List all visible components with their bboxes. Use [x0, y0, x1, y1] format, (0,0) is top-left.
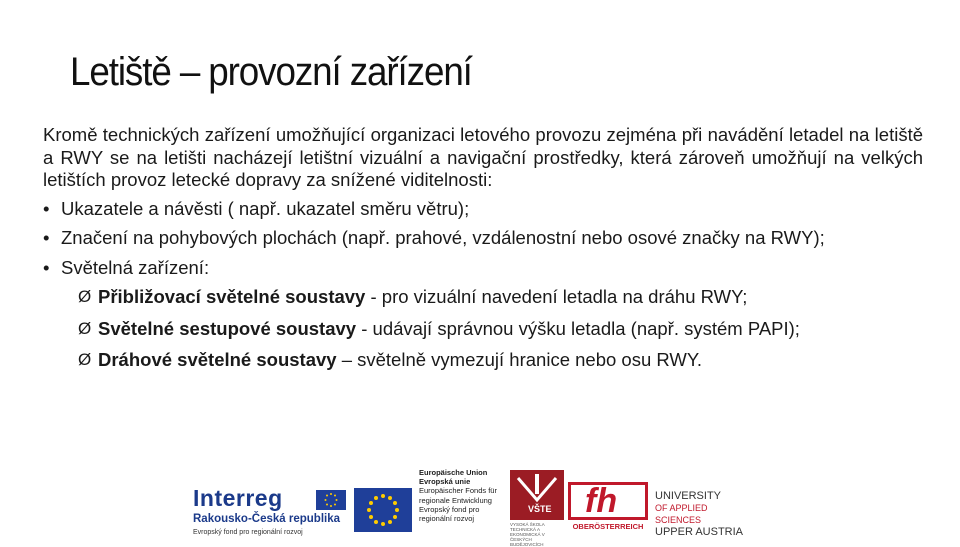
intro-paragraph: Kromě technických zařízení umožňující organizaci letového provozu zejména při navádění letadel na letiště a RWY se na letišti nacházejí letištní vizuální a navigační prostředky, která zároveň umožňují na velkých letištích provoz letecké dopravy za snížené viditelnosti: — [43, 124, 923, 190]
sub-item-text: - pro vizuální navedení letadla na dráhu RWY; — [365, 286, 748, 307]
sub-item-text: – světelně vymezují hranice nebo osu RWY. — [336, 349, 702, 370]
vste-label: VŠTE — [528, 504, 552, 514]
fh-mark-text: fh — [585, 482, 618, 520]
bullet-item: • Světelná zařízení: — [43, 257, 923, 280]
fh-caption: OBERÖSTERREICH — [572, 522, 644, 531]
eu-text-line: Evropská unie — [419, 477, 471, 487]
vste-caption: VYSOKÁ ŠKOLA TECHNICKÁ A EKONOMICKÁ V ČESKÝCH BUDĚJOVICÍCH — [510, 522, 545, 547]
eu-text-block — [419, 468, 509, 523]
eu-text-line: Europäische Union — [419, 468, 488, 477]
sub-item — [43, 349, 923, 372]
sub-item-bold: Světelné sestupové soustavy — [98, 317, 357, 339]
vste-logo — [510, 470, 564, 547]
eu-text-line: Europäischer Fonds für — [419, 486, 497, 496]
eu-text-line: regionale Entwicklung — [419, 495, 492, 505]
sub-item-bold: Přibližovací světelné soustavy — [98, 286, 366, 307]
interreg-fund: Evropský fond pro regionální rozvoj — [193, 529, 303, 536]
vste-emblem — [510, 470, 564, 520]
eu-flag-large-icon — [354, 488, 412, 532]
fh-logo — [568, 482, 648, 534]
slide-body — [43, 124, 923, 381]
arrow-bullet-icon: Ø — [78, 318, 92, 338]
arrow-bullet-icon: Ø — [78, 287, 92, 306]
fh-mark — [568, 482, 648, 520]
eu-text-line: Evropský fond pro — [419, 504, 480, 514]
university-line: OF APPLIED SCIENCES — [655, 503, 708, 525]
bullet-item: • Ukazatele a návěsti ( např. ukazatel směru větru); — [43, 198, 923, 221]
arrow-bullet-icon: Ø — [78, 350, 92, 369]
university-text — [655, 490, 755, 538]
eu-flag-icon — [316, 490, 346, 510]
bullet-item: • Značení na pohybových plochách (např. prahové, vzdálenostní nebo osové značky na RWY); — [43, 227, 923, 250]
interreg-program: Rakousko-Česká republika — [193, 513, 341, 525]
interreg-word: Interreg — [193, 485, 283, 511]
university-line: UPPER AUSTRIA — [655, 526, 744, 538]
slide-title: Letiště – provozní zařízení — [70, 50, 472, 94]
sub-item-bold: Dráhové světelné soustavy — [98, 349, 337, 370]
partner-logos — [0, 460, 960, 547]
eu-text-line: regionální rozvoj — [419, 514, 475, 524]
sub-item — [43, 286, 923, 309]
sub-item-text: - udávají správnou výšku letadla (např. systém PAPI); — [356, 317, 800, 339]
sub-item — [43, 318, 923, 341]
university-line: UNIVERSITY — [655, 490, 722, 502]
